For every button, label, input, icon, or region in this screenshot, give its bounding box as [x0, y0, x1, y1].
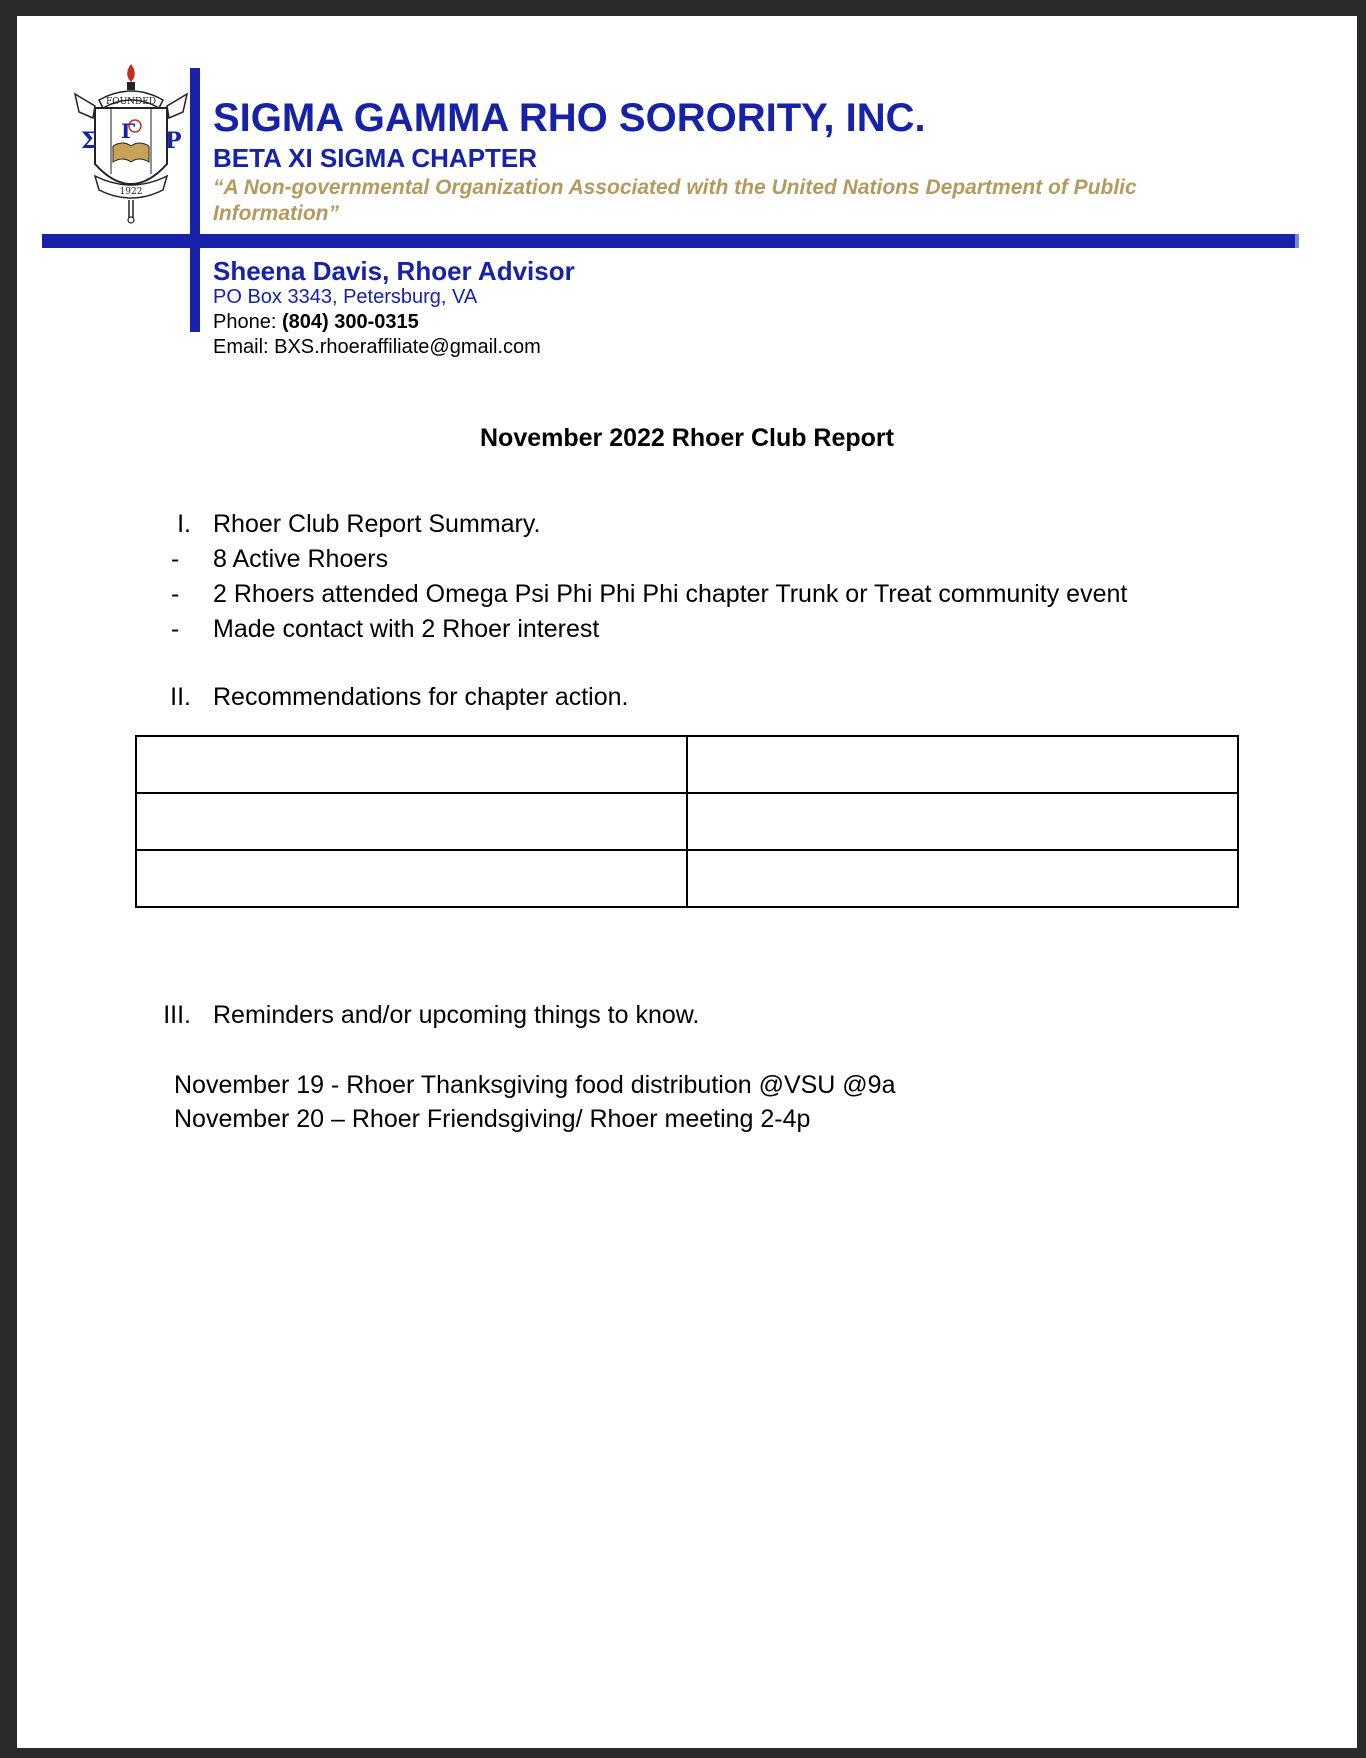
list-item: 8 Active Rhoers [213, 545, 389, 573]
sorority-crest-icon [65, 54, 197, 226]
table-cell [136, 736, 687, 793]
table-cell [687, 850, 1238, 907]
document-page [17, 16, 1357, 1748]
advisor-address: PO Box 3343, Petersburg, VA [213, 286, 478, 308]
table-cell [136, 793, 687, 850]
table-row [136, 850, 1238, 907]
reminder-item: November 20 – Rhoer Friendsgiving/ Rhoer meeting 2-4p [174, 1105, 811, 1133]
svg-text:Σ: Σ [81, 128, 97, 154]
bullet-dash: - [171, 615, 180, 643]
table-row [136, 793, 1238, 850]
chapter-name: BETA XI SIGMA CHAPTER [213, 143, 538, 173]
table-cell [687, 793, 1238, 850]
advisor-name: Sheena Davis, Rhoer Advisor [213, 256, 575, 286]
phone-label: Phone: [213, 311, 277, 333]
organization-name: SIGMA GAMMA RHO SORORITY, INC. [213, 96, 926, 140]
svg-text:Ρ: Ρ [165, 128, 182, 154]
organization-motto: “A Non-governmental Organization Associated with the United Nations Department of Public Information” [213, 176, 1137, 225]
bullet-dash: - [171, 545, 180, 573]
table-cell [687, 736, 1238, 793]
header-vertical-rule [190, 68, 200, 332]
section-heading: Recommendations for chapter action. [213, 683, 629, 711]
section-numeral: III. [163, 1001, 191, 1029]
svg-text:Γ: Γ [121, 119, 136, 143]
report-title: November 2022 Rhoer Club Report [480, 424, 894, 452]
phone-number: (804) 300-0315 [281, 311, 419, 333]
table-row [136, 736, 1238, 793]
section-heading: Reminders and/or upcoming things to know. [213, 1001, 700, 1029]
advisor-email: Email: BXS.rhoeraffiliate@gmail.com [213, 336, 541, 358]
list-item: 2 Rhoers attended Omega Psi Phi Phi Phi chapter Trunk or Treat community event [213, 580, 1128, 608]
reminder-item: November 19 - Rhoer Thanksgiving food distribution @VSU @9a [174, 1071, 896, 1099]
svg-text:FOUNDED: FOUNDED [105, 97, 157, 107]
table-cell [136, 850, 687, 907]
section-heading: Rhoer Club Report Summary. [213, 510, 541, 538]
header-horizontal-rule [42, 234, 1295, 248]
bullet-dash: - [171, 580, 180, 608]
list-item: Made contact with 2 Rhoer interest [213, 615, 600, 643]
recommendations-table [135, 735, 1239, 908]
svg-text:1922: 1922 [119, 187, 143, 197]
advisor-phone [213, 311, 419, 334]
section-numeral: I. [177, 510, 191, 538]
section-numeral: II. [170, 683, 191, 711]
